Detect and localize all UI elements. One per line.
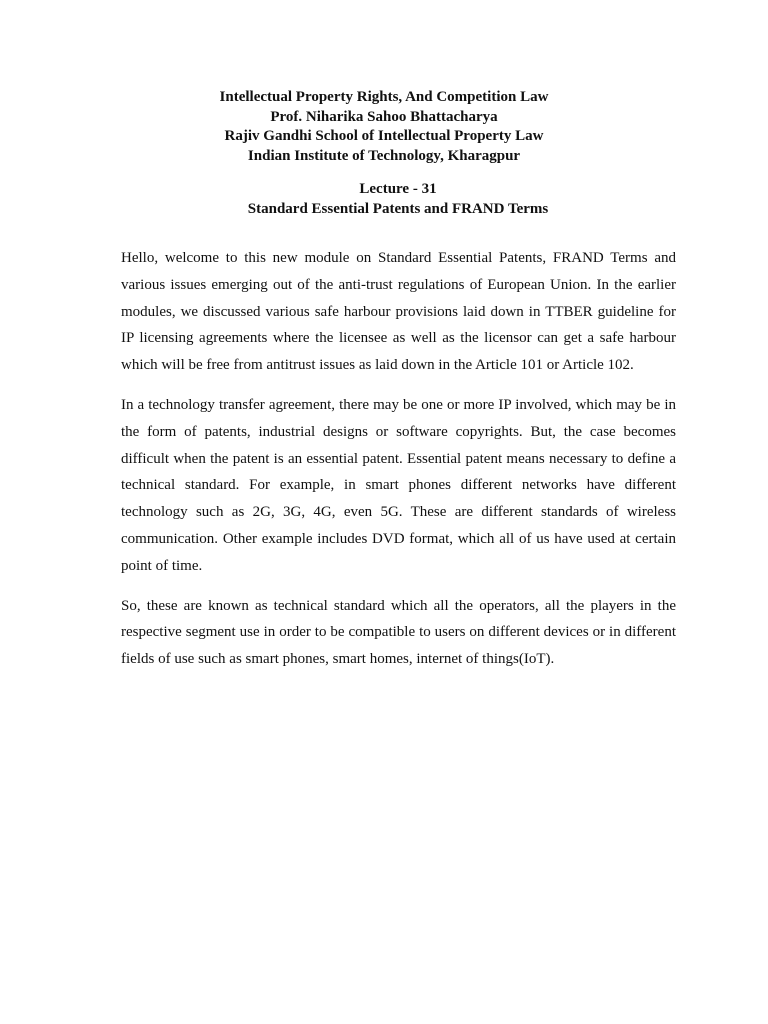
paragraph: In a technology transfer agreement, there may be one or more IP involved, which may be in the form of patents, industrial designs or software copyrights. But, the case becomes difficult when the patent is an essential patent. Essential patent means necessary to define a technical standard. For example, in smart phones different networks have different technology such as 2G, 3G, 4G, even 5G. These are different standards of wireless communication. Other example includes DVD format, which all of us have used at certain point of time. — [121, 396, 676, 574]
paragraph: Hello, welcome to this new module on Standard Essential Patents, FRAND Terms and various issues emerging out of the anti-trust regulations of European Union. In the earlier modules, we discussed various safe harbour provisions laid down in TTBER guideline for IP licensing agreements where the licensee as well as the licensor can get a safe harbour which will be free from antitrust issues as laid down in the Article 101 or Article 102. — [121, 250, 676, 374]
school-name: Rajiv Gandhi School of Intellectual Property Law — [224, 128, 544, 144]
institute-name: Indian Institute of Technology, Kharagpur — [247, 147, 521, 164]
lecture-heading — [0, 180, 768, 219]
document-body — [121, 245, 676, 686]
professor-name: Prof. Niharika Sahoo Bhattacharya — [270, 108, 498, 125]
paragraph: So, these are known as technical standard which all the operators, all the players in the respective segment use in order to be compatible to users on different devices or in different fields of use such as smart phones, smart homes, internet of things(IoT). — [121, 597, 676, 668]
course-title: Intellectual Property Rights, And Competition Law — [219, 89, 549, 105]
lecture-title: Standard Essential Patents and FRAND Terms — [247, 200, 549, 217]
lecture-number: Lecture - 31 — [359, 181, 437, 197]
document-header — [0, 88, 768, 166]
